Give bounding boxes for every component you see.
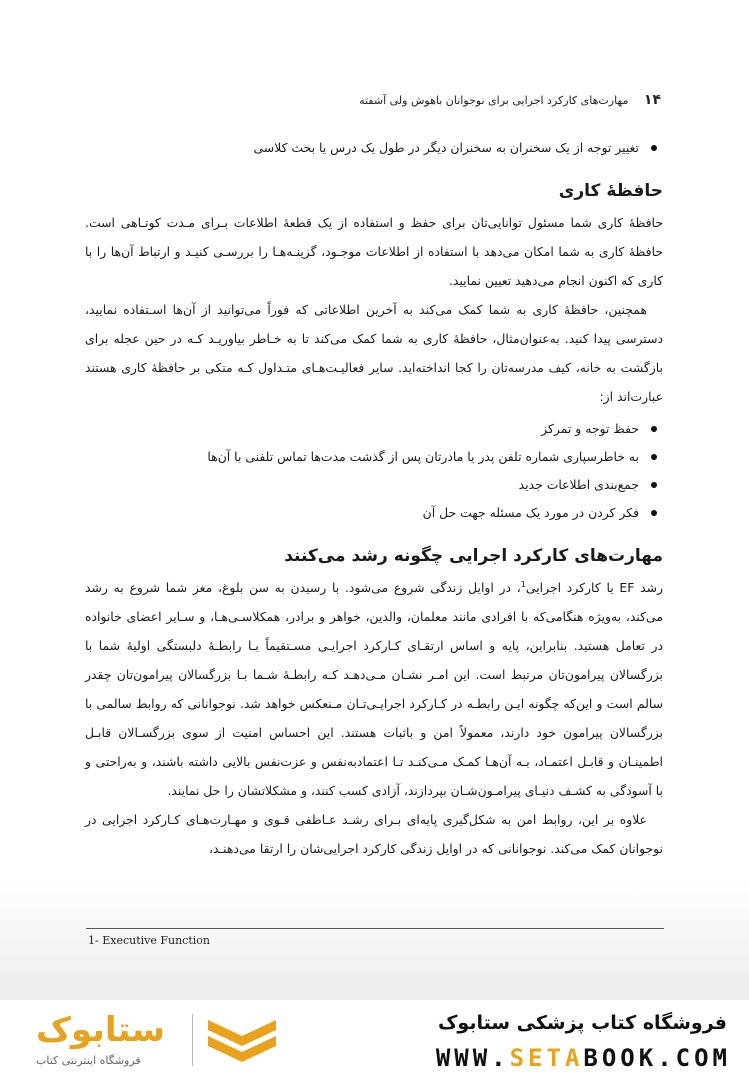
list-item: حفظ توجه و تمرکز bbox=[85, 415, 639, 443]
paragraph-start: رشد EF یا کارکرد اجرایی bbox=[525, 580, 664, 595]
store-banner bbox=[0, 1000, 749, 1079]
page-content bbox=[85, 130, 663, 863]
footnote-divider bbox=[86, 928, 664, 929]
paragraph: علاوه بر این، روابط امن به شکل‌گیری پایه‌ای بـرای رشـد عـاطفی قـوی و مهـارت‌هـای کـارکرد اجرایی در نوجوانان کمک می‌کند. نوجوانانی که در اوایل زندگی کارکرد اجرایی‌شان را ارتقا می‌دهنـد، bbox=[85, 812, 663, 856]
section-heading-working-memory: حافظهٔ کاری bbox=[558, 181, 663, 201]
footnote: 1- Executive Function bbox=[88, 934, 210, 947]
paragraph-rest: ، در اوایل زندگی شروع می‌شود. با رسیدن به سن بلوغ، مغز شما شروع به رشد می‌کند، به‌ویژه هنگامی‌که با افرادی مانند معلمان، والدین، خواهر و برادر، همکلاسـی‌هـا، و سـایر اعضای خانواده در تعامل هستید. بنابراین، پایه و اساس ارتقـای کـارکرد اجرایـی مسـتقیماً بـا رابطـهٔ دلبستگی اولیهٔ شما با بزرگسالان پیرامون‌تان مرتبط است. این امـر نشـان مـی‌دهـد کـه رابطـهٔ شـما بـا بزرگسالان پیرامون‌تان چقدر سالم است و این‌که چگونه ایـن رابطـه در کـارکرد اجرایـی‌تـان مـنعکس خواهد شد. نوجوانانی که روابط سالمی با بزرگسالان پیرامون خود دارند، معمولاً امن و باثبات هستند. این احساس امنیت از سوی بزرگسـالان قابـل اطمینـان و قابـل اعتمـاد، بـه آن‌هـا کمـک مـی‌کنـد تـا اعتمادبه‌نفس و عزت‌نفس بالایی داشته باشند، و به‌راحتی و با آسودگی به کشـف دنیـای پیرامـون‌شـان بپردازند، آزادی کسب کنند، و مشکلاتشان را حل نمایند. bbox=[85, 580, 663, 798]
footnote-marker: 1 bbox=[520, 579, 526, 589]
page-number: ۱۴ bbox=[643, 92, 661, 108]
logo-divider bbox=[192, 1014, 193, 1066]
store-logo bbox=[22, 1008, 292, 1074]
paragraph bbox=[85, 573, 663, 805]
top-bullet-list bbox=[85, 134, 663, 162]
list-item: به خاطرسپاری شماره تلفن پدر یا مادرتان پس از گذشت مدت‌ها تماس تلفنی با آن‌ها bbox=[85, 443, 639, 471]
running-title: مهارت‌های کارکرد اجرایی برای نوجوانان باهوش ولی آشفته bbox=[359, 94, 629, 107]
list-item: جمع‌بندی اطلاعات جدید bbox=[85, 471, 639, 499]
running-header bbox=[88, 92, 661, 114]
logo-subtitle: فروشگاه اینترنتی کتاب bbox=[36, 1054, 141, 1067]
store-title: فروشگاه کتاب پزشکی ستابوک bbox=[437, 1012, 727, 1034]
paragraph: همچنین، حافظهٔ کاری به شما کمک می‌کند به آخرین اطلاعاتی که فوراً می‌توانید از آن‌ها اسـتفاده نمایید، دسترسی پیدا کنید. به‌عنوان‌مثال، حافظهٔ کاری به شما کمک می‌کند تا به خـاطر بیاوریـد کـه در حین عجله برای بازگشت به خانه، کیف مدرسه‌تان را کجا انداخته‌اید. سایر فعالیـت‌هـای متـداول کـه متکی بر حافظهٔ کاری هستند عبارت‌اند از: bbox=[85, 302, 663, 404]
book-logo-icon bbox=[204, 1010, 280, 1070]
logo-brand-text: ستابوک bbox=[36, 1010, 165, 1050]
paragraph: حافظهٔ کاری شما مسئول توانایی‌تان برای حفظ و استفاده از یک قطعهٔ اطلاعات بـرای مـدت کوتـاهی است. حافظهٔ کاری به شما امکان می‌دهد با استفاده از اطلاعات موجـود، گزینـه‌هـا را بررسـی کنیـد و ارتباط آن‌ها را با کاری که اکنون انجام می‌دهید تعیین نمایید. bbox=[85, 215, 663, 288]
section-heading-ef-development: مهارت‌های کارکرد اجرایی چگونه رشد می‌کنند bbox=[284, 546, 663, 566]
working-memory-bullet-list bbox=[85, 415, 663, 527]
store-url[interactable]: WWW.SETABOOK.COM bbox=[435, 1044, 731, 1072]
list-item: فکر کردن در مورد یک مسئله جهت حل آن bbox=[85, 499, 639, 527]
list-item: تغییر توجه از یک سخنران به سخنران دیگر در طول یک درس یا بحث کلاسی bbox=[85, 134, 639, 162]
